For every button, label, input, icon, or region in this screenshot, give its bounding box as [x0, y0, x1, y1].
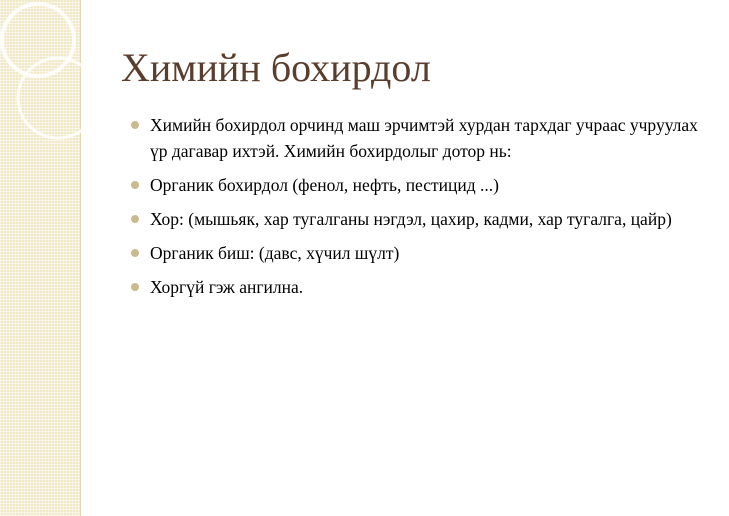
- bullet-item: [131, 112, 716, 164]
- bullet-text: Химийн бохирдол орчинд маш эрчимтэй хурдан тархдаг учраас учруулах үр дагавар ихтэй. Химийн бохирдолыг дотор нь:: [150, 115, 698, 161]
- decorative-side-band: [0, 0, 80, 516]
- side-band-edge: [80, 0, 81, 516]
- bullet-item: [131, 172, 716, 198]
- bullet-dot-icon: [131, 215, 139, 223]
- bullet-dot-icon: [131, 283, 139, 291]
- slide-title: Химийн бохирдол: [121, 45, 431, 90]
- bullet-dot-icon: [131, 121, 139, 129]
- bullet-dot-icon: [131, 249, 139, 257]
- bullet-item: [131, 240, 716, 266]
- slide-content: [131, 112, 716, 308]
- bullet-text: Хоргүй гэж ангилна.: [150, 277, 304, 297]
- bullet-item: [131, 206, 716, 232]
- bullet-text: Органик бохирдол (фенол, нефть, пестицид ...): [150, 175, 500, 195]
- bullet-dot-icon: [131, 181, 139, 189]
- bullet-list: [131, 112, 716, 300]
- bullet-text: Хор: (мышьяк, хар тугалганы нэгдэл, цахир, кадми, хар тугалга, цайр): [150, 209, 672, 229]
- bullet-item: [131, 274, 716, 300]
- bullet-text: Органик биш: (давс, хүчил шүлт): [150, 243, 400, 263]
